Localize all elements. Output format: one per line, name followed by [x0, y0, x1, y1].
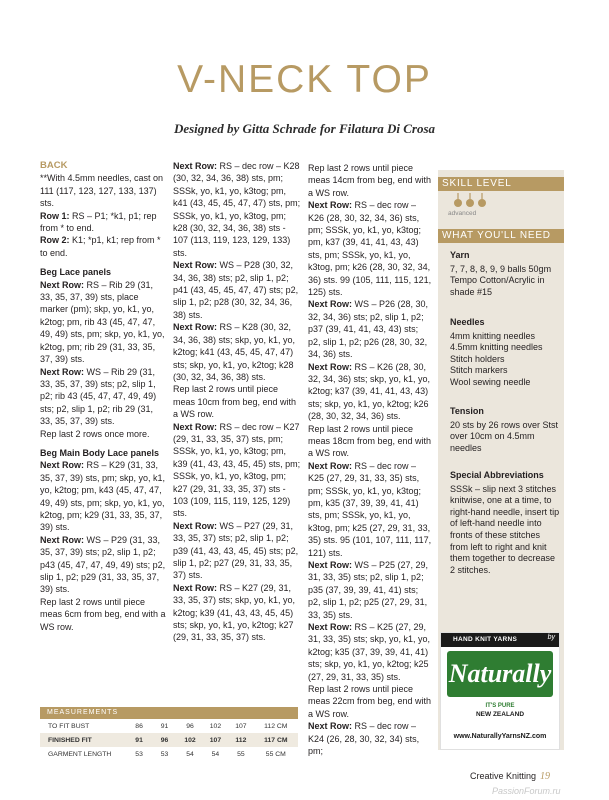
row-label: Next Row: [40, 279, 85, 290]
measurement-value: 96 [152, 733, 177, 747]
row-label: Row 1: [40, 210, 70, 221]
ad-tagline: HAND KNIT YARNS [441, 633, 559, 647]
measurement-value: 53 [135, 750, 143, 758]
row-label: Next Row: [308, 200, 353, 211]
row-instruction: K1; *p1, k1; rep from * to end. [40, 235, 161, 258]
row-instruction: RS – K28 (30, 32, 34, 36, 38) sts; skp, yo, k1, yo, k2tog; k41 (43, 45, 45, 47, 47) sts; skp, yo, k1, yo, k2tog; k28 (30, 32, 34, 36, 38) sts. [173, 322, 296, 382]
measurement-value: 112 CM [264, 722, 288, 730]
row-label: Next Row: [173, 260, 218, 271]
row-label: Next Row: [40, 460, 85, 471]
needles-item: Stitch holders [450, 353, 505, 364]
instruction-text: Rep last 2 rows once more. [40, 428, 150, 439]
pattern-row [308, 621, 432, 683]
pattern-row [308, 720, 432, 757]
row-label: Next Row: [173, 582, 218, 593]
tension-section [450, 406, 560, 454]
row-instruction: RS – K29 (31, 33, 35, 37, 39) sts, pm; skp, yo, k1, yo, k2tog; pm, k43 (45, 47, 47, 49, 49) sts, pm; skp, yo, k1, yo, k2tog, pm; k29 (31, 33, 35, 37, 39) sts. [40, 460, 166, 533]
measurement-value: 55 [237, 750, 245, 758]
designer-byline: Designed by Gitta Schrade for Filatura Di Crosa [173, 121, 436, 136]
row-instruction: RS – P1; *k1, p1; rep from * to end. [40, 210, 157, 234]
measurement-value: 107 [203, 733, 228, 747]
ad-country: NEW ZEALAND [475, 711, 525, 718]
pattern-row [308, 460, 432, 559]
pattern-row [173, 520, 301, 582]
instruction-text: Rep last 2 rows until piece meas 10cm from beg, end with a WS row. [173, 384, 297, 420]
measurement-value: 53 [160, 750, 169, 758]
measurement-row [40, 747, 298, 761]
needles-item: 4.5mm knitting needles [450, 342, 543, 353]
pattern-row [173, 160, 301, 259]
instruction-text: Rep last 2 rows until piece meas 6cm from beg, end with a WS row. [40, 596, 166, 632]
pattern-row [308, 199, 432, 298]
pattern-row [40, 234, 166, 259]
row-instruction: RS – dec row – K28 (30, 32, 34, 36, 38) sts, pm; SSSk, yo, k1, yo, k3tog; pm, k41 (43, 45, 45, 47, 47) sts, pm; SSSk, yo, k1, yo, k3tog, pm; k28 (30, 32, 34, 36, 38) sts - 107 (113, 119, 123, 129, 133) sts. [173, 161, 301, 258]
pattern-row [40, 210, 166, 235]
row-instruction: RS – K27 (29, 31, 33, 35, 37) sts; skp, yo, k1, yo, k2tog; k39 (41, 43, 43, 45, 45) sts; skp, yo, k1, yo, k2tog; k27 (29, 31, 33, 35, 37) sts. [173, 582, 296, 643]
row-label: Next Row: [308, 721, 353, 732]
needles-item: 4mm knitting needles [450, 330, 536, 341]
abbreviations-section [450, 470, 560, 576]
measurement-value: 54 [211, 750, 220, 758]
instruction-text: Rep last 2 rows until piece meas 22cm from beg, end with a WS row. [308, 684, 432, 719]
pattern-row [308, 559, 432, 621]
row-instruction: WS – P28 (30, 32, 34, 36, 38) sts; p2, slip 1, p2; p41 (43, 45, 45, 47, 47) sts; p2, slip 1, p2; p28 (30, 32, 34, 36, 38) sts. [173, 260, 299, 320]
row-label: Next Row: [308, 560, 353, 570]
measurements-table [40, 719, 298, 761]
row-instruction: RS – Rib 29 (31, 33, 35, 37, 39) sts, place marker (pm); skp, yo, k1, yo, k2tog; pm, rib 43 (45, 47, 47, 49, 49) sts, pm; skp, yo, k1, yo, k2tog, pm; rib 29 (31, 33, 35, 37, 39) sts. [40, 279, 165, 365]
needles-item: Stitch markers [450, 365, 508, 376]
row-instruction: RS – K26 (28, 30, 32, 34, 36) sts; skp, yo, k1, yo, k2tog; k37 (39, 41, 41, 43, 43) sts; skp, yo, k1, yo, k2tog; k26 (28, 30, 32, 34, 36) sts. [308, 361, 431, 422]
measurement-label: TO FIT BUST [48, 722, 90, 730]
row-label: Next Row: [173, 421, 218, 432]
row-label: Next Row: [308, 460, 353, 471]
instruction-text: **With 4.5mm needles, cast on 111 (117, 123, 127, 133, 137) sts. [40, 173, 164, 209]
pattern-row [40, 366, 166, 428]
section-heading: BACK [40, 160, 68, 171]
row-instruction: RS – dec row – K27 (29, 31, 33, 35, 37) sts, pm; SSSk, yo, k1, yo, k3tog; pm, k39 (41, 43, 43, 45, 45) sts, pm; SSSk, yo, k1, yo, k3tog, pm; k27 (29, 31, 33, 35, 37) sts - 103 (109, 115, 119, 125, 129) sts. [173, 421, 301, 519]
pattern-row [173, 582, 301, 644]
measurement-value: 91 [126, 733, 151, 747]
measurements-header: MEASUREMENTS [40, 707, 298, 719]
page-title: V-NECK TOP [177, 58, 432, 101]
measurement-value: 107 [235, 722, 247, 730]
row-instruction: RS – dec row – K24 (26, 28, 30, 32, 34) sts, pm; [308, 721, 420, 757]
needles-section [450, 317, 560, 389]
row-label: Next Row: [40, 366, 85, 377]
row-label: Next Row: [308, 622, 353, 633]
pattern-row [40, 279, 166, 366]
pattern-row [173, 259, 301, 321]
pattern-row [173, 321, 301, 383]
measurement-row [40, 719, 298, 733]
row-instruction: RS – K25 (27, 29, 31, 33, 35) sts; skp, yo, k1, yo, k2tog; k35 (37, 39, 39, 41, 41) sts; skp, yo, k1, yo, k2tog; k25 (27, 29, 31, 33, 35) sts. [308, 622, 431, 682]
needles-item: Wool sewing needle [450, 376, 531, 387]
row-label: Next Row: [308, 361, 353, 372]
row-instruction: WS – P27 (29, 31, 33, 35, 37) sts; p2, slip 1, p2; p39 (41, 43, 43, 45, 45) sts; p2, slip 1, p2; p27 (29, 31, 33, 35, 37) sts. [173, 520, 299, 581]
ad-slogan: IT'S PURE [485, 703, 515, 709]
measurement-value: 91 [160, 722, 169, 730]
magazine-name: Creative Knitting [470, 771, 537, 781]
instruction-text: Rep last 2 rows until piece meas 14cm from beg, end with a WS row. [308, 163, 432, 198]
naturally-yarns-ad[interactable] [440, 632, 560, 750]
pattern-row [308, 361, 432, 423]
row-instruction: WS – P29 (31, 33, 35, 37, 39) sts; p2, slip 1, p2; p43 (45, 47, 47, 49, 49) sts; p2, slip 1, p2; p29 (31, 33, 35, 37, 39) sts. [40, 534, 166, 595]
page-footer [470, 771, 550, 782]
pattern-column-2 [173, 160, 301, 644]
row-label: Next Row: [173, 161, 218, 171]
ad-url-link[interactable]: www.NaturallyYarnsNZ.com [453, 733, 547, 740]
subheading: Beg Main Body Lace panels [40, 447, 160, 458]
skill-level-value: advanced [448, 210, 477, 217]
ad-brand-logo: Naturally [447, 651, 553, 697]
measurement-row [40, 733, 298, 747]
tension-heading: Tension [450, 406, 484, 416]
yarn-text: 7, 7, 8, 8, 9, 9 balls 50gm Tempo Cotton/Acrylic in shade #15 [450, 263, 552, 297]
row-label: Row 2: [40, 235, 70, 246]
watermark: PassionForum.ru [492, 786, 561, 796]
measurement-value: 102 [209, 722, 222, 730]
measurement-value: 54 [186, 750, 194, 758]
pattern-row [40, 534, 166, 596]
measurement-label: FINISHED FIT [40, 733, 126, 747]
yarn-section [450, 250, 560, 298]
measurement-value: 96 [186, 722, 194, 730]
skill-level-header: SKILL LEVEL [438, 177, 564, 191]
row-instruction: RS – dec row – K25 (27, 29, 31, 33, 35) sts, pm; SSSk, yo, k1, yo, k3tog; pm, k35 (37, 39, 39, 41, 41) sts, pm; SSSk, yo, k1, yo, k3tog, pm; k25 (27, 29, 31, 33, 35) sts. 95 (101, 107, 111, 117, 121) sts. [308, 460, 432, 558]
row-label: Next Row: [40, 534, 85, 545]
materials-header: WHAT YOU'LL NEED [438, 229, 564, 243]
ad-by: by [547, 634, 555, 641]
row-instruction: WS – Rib 29 (31, 33, 35, 37, 39) sts; p2, slip 1, p2; rib 43 (45, 47, 47, 49, 49) sts; p2, slip 1, p2; rib 29 (31, 33, 35, 37, 39) sts. [40, 366, 157, 427]
pattern-row [308, 298, 432, 360]
tension-text: 20 sts by 26 rows over Stst over 10cm on 4.5mm needles [450, 419, 559, 453]
pattern-row [173, 421, 301, 520]
measurement-value: 102 [177, 733, 202, 747]
measurement-value: 112 [228, 733, 253, 747]
page-number: 19 [540, 771, 551, 782]
pattern-row [40, 459, 166, 533]
row-instruction: RS – dec row – K26 (28, 30, 32, 34, 36) sts, pm; SSSk, yo, k1, yo, k3tog; pm, k37 (39, 41, 41, 43, 43) sts, pm; SSSk, yo, k1, yo, k3tog, pm; k26 (28, 30, 32, 34, 36) sts. 99 (105, 111, 115, 121, 125) sts. [308, 200, 432, 298]
row-label: Next Row: [308, 299, 353, 310]
row-label: Next Row: [173, 520, 218, 531]
measurement-value: 86 [135, 722, 143, 730]
measurement-value: 55 CM [265, 750, 286, 758]
row-instruction: WS – P26 (28, 30, 32, 34, 36) sts; p2, slip 1, p2; p37 (39, 41, 41, 43, 43) sts; p2, slip 1, p2; p26 (28, 30, 32, 34, 36) sts. [308, 299, 429, 360]
abbreviations-heading: Special Abbreviations [450, 470, 544, 480]
row-label: Next Row: [173, 322, 218, 333]
yarn-heading: Yarn [450, 250, 470, 260]
instruction-text: Rep last 2 rows until piece meas 18cm from beg, end with a WS row. [308, 423, 432, 459]
abbreviations-text: SSSk – slip next 3 stitches knitwise, one at a time, to right-hand needle, insert tip of left-hand needle into fronts of these stitches from left to right and knit them together to decrease 2 stitches. [450, 483, 560, 575]
row-instruction: WS – P25 (27, 29, 31, 33, 35) sts; p2, slip 1, p2; p35 (37, 39, 39, 41, 41) sts; p2, slip 1, p2; p25 (27, 29, 31, 33, 35) sts. [308, 560, 429, 620]
subheading: Beg Lace panels [40, 267, 112, 278]
measurement-value: 117 CM [254, 733, 298, 747]
pattern-column-1 [40, 160, 166, 633]
needles-heading: Needles [450, 317, 485, 327]
measurement-label: GARMENT LENGTH [48, 750, 112, 758]
pattern-column-3 [308, 162, 432, 758]
